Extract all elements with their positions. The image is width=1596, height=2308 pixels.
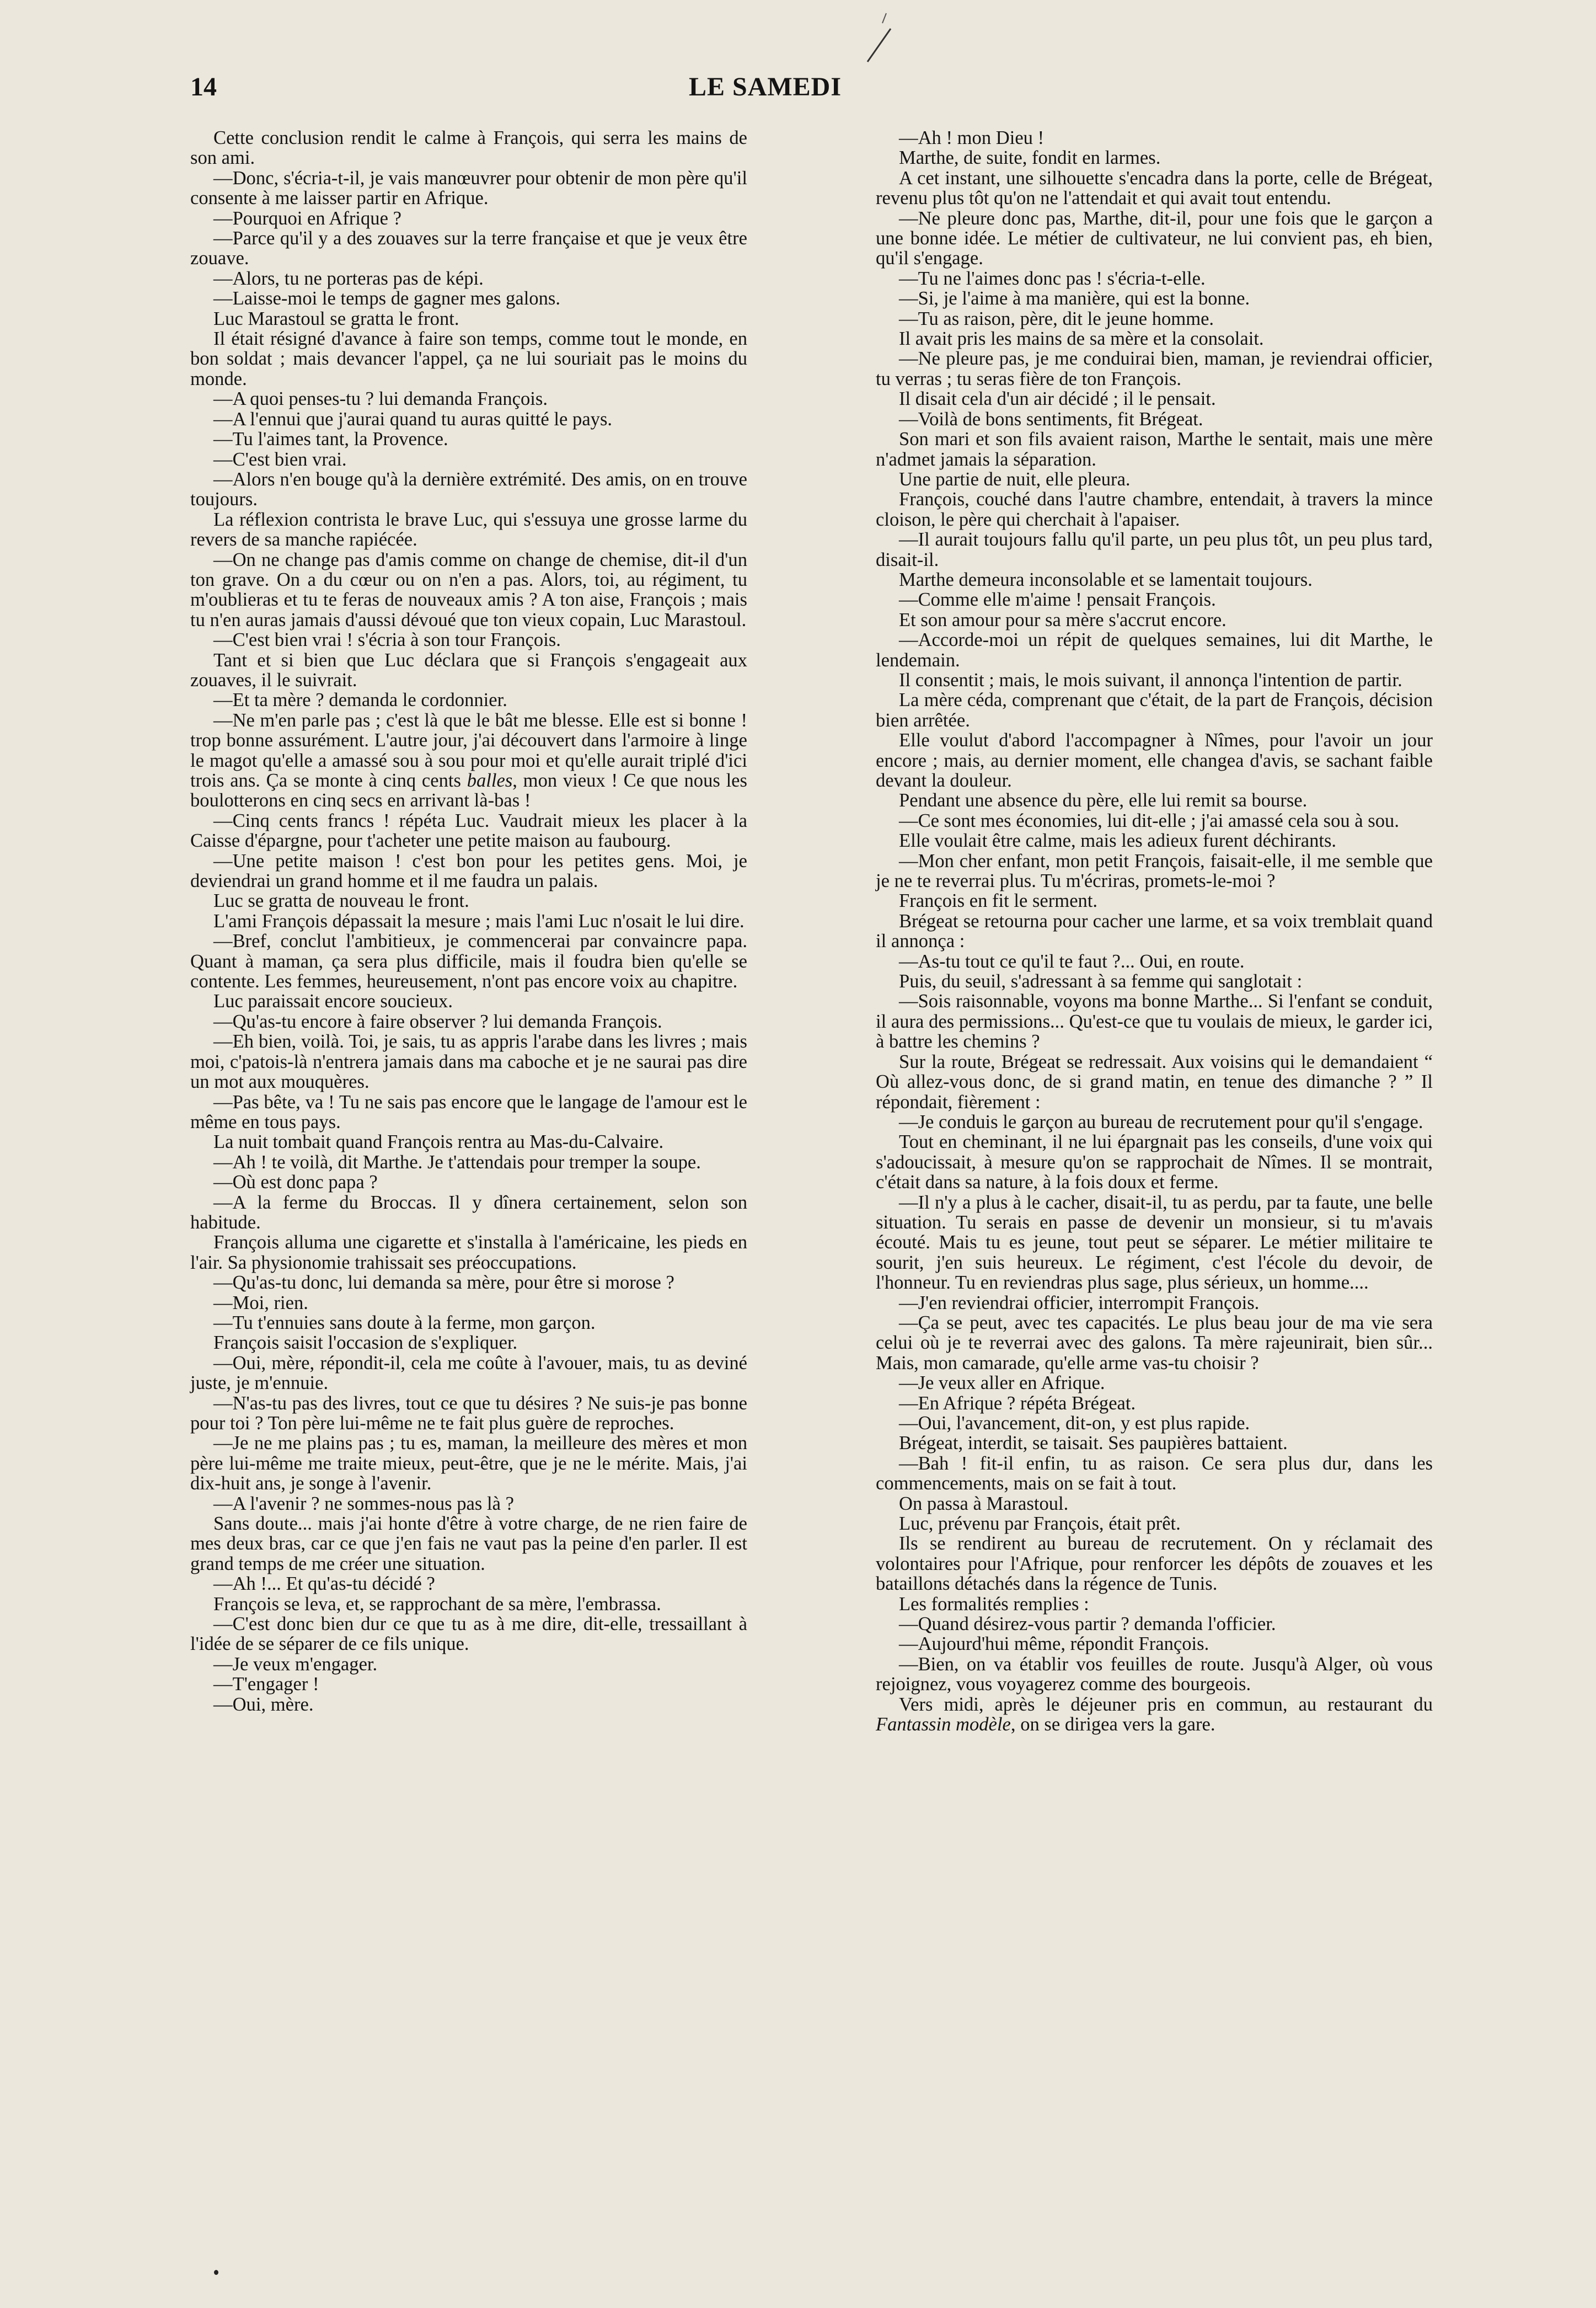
paragraph: Tout en cheminant, il ne lui épargnait pas les conseils, d'une voix qui s'adoucissait, à mesure qu'on se rapprochait de Nîmes. Il se montrait, c'était dans sa nature, à la fois doux et ferme. [876, 1131, 1433, 1193]
paragraph: Elle voulait être calme, mais les adieux furent déchirants. [899, 830, 1337, 852]
paragraph: —T'engager ! [213, 1674, 319, 1695]
paragraph: Elle voulut d'abord l'accompagner à Nîmes, pour l'avoir un jour encore ; mais, au dernier moment, elle changea d'avis, se sachant faible devant la douleur. [876, 730, 1433, 791]
paragraph: —Une petite maison ! c'est bon pour les petites gens. Moi, je deviendrai un grand homme et il me faudra un palais. [190, 850, 747, 892]
paragraph: —Accorde-moi un répit de quelques semaines, lui dit Marthe, le lendemain. [876, 629, 1433, 671]
paragraph: Il avait pris les mains de sa mère et la consolait. [899, 328, 1264, 350]
paragraph: —C'est donc bien dur ce que tu as à me dire, dit-elle, tressaillant à l'idée de se séparer de ce fils unique. [190, 1614, 747, 1655]
journal-title: LE SAMEDI [688, 72, 842, 101]
paragraph: —Tu l'aimes tant, la Provence. [213, 429, 448, 450]
paragraph: La réflexion contrista le brave Luc, qui s'essuya une grosse larme du revers de sa manche rapiécée. [190, 509, 747, 551]
paragraph: —Ça se peut, avec tes capacités. Le plus beau jour de ma vie sera celui où je te reverrai avec des galons. Ta mère rajeunirait, bien sûr... Mais, mon camarade, qu'elle arme vas-tu choisir ? [876, 1312, 1433, 1374]
paragraph: —Je ne me plains pas ; tu es, maman, la meilleure des mères et mon père lui-même me traite mieux, peut-être, que je ne le mérite. Mais, j'ai dix-huit ans, je songe à l'avenir. [190, 1433, 747, 1494]
paragraph: Puis, du seuil, s'adressant à sa femme qui sanglotait : [899, 971, 1303, 992]
paragraph: —Bien, on va établir vos feuilles de route. Jusqu'à Alger, où vous rejoignez, vous voyagerez comme des bourgeois. [876, 1653, 1433, 1695]
paragraph: —Si, je l'aime à ma manière, qui est la bonne. [899, 288, 1250, 309]
paragraph: —Je conduis le garçon au bureau de recrutement pour qu'il s'engage. [899, 1111, 1423, 1132]
paragraph: Cette conclusion rendit le calme à François, qui serra les mains de son ami. [190, 127, 747, 169]
paragraph: —Où est donc papa ? [213, 1172, 378, 1193]
paragraph: —A quoi penses-tu ? lui demanda François. [213, 388, 548, 410]
paragraph: L'ami François dépassait la mesure ; mais l'ami Luc n'osait le lui dire. [213, 910, 745, 932]
paragraph: Luc Marastoul se gratta le front. [213, 308, 459, 329]
paragraph: François, couché dans l'autre chambre, entendait, à travers la mince cloison, le père qui cherchait à l'apaiser. [876, 489, 1433, 530]
paragraph: François se leva, et, se rapprochant de sa mère, l'embrassa. [213, 1593, 661, 1615]
paragraph: —Je veux m'engager. [213, 1653, 378, 1675]
paragraph: —Tu t'ennuies sans doute à la ferme, mon garçon. [213, 1312, 596, 1333]
paragraph: —Oui, mère. [213, 1693, 314, 1715]
paragraph: —Comme elle m'aime ! pensait François. [899, 589, 1216, 611]
ink-dot [214, 2270, 218, 2275]
paragraph: Brégeat se retourna pour cacher une larme, et sa voix tremblait quand il annonça : [876, 910, 1433, 952]
paragraph: —A l'avenir ? ne sommes-nous pas là ? [213, 1493, 514, 1514]
paragraph: —Ne m'en parle pas ; c'est là que le bât me blesse. Elle est si bonne ! trop bonne assurément. L'autre jour, j'ai découvert dans l'armoire à linge le magot qu'elle a amassé sou à sou pour moi et qu'elle aurait triplé d'ici trois ans. Ça se monte à cinq cents balles, mon vieux ! Ce que nous les boulotterons en cinq secs en arrivant là-bas ! [190, 709, 747, 811]
paragraph: —Laisse-moi le temps de gagner mes galons. [213, 288, 560, 309]
paragraph: Ils se rendirent au bureau de recrutement. On y réclamait des volontaires pour l'Afrique, pour renforcer les dépôts de zouaves et les bataillons détachés dans la régence de Tunis. [876, 1533, 1433, 1595]
paragraph: —As-tu tout ce qu'il te faut ?... Oui, en route. [899, 950, 1245, 972]
paragraph: —Ne pleure donc pas, Marthe, dit-il, pour une fois que le garçon a une bonne idée. Le métier de cultivateur, ne lui convient pas, eh bien, qu'il s'engage. [876, 207, 1433, 269]
paragraph: —Mon cher enfant, mon petit François, faisait-elle, il me semble que je ne te reverrai plus. Tu m'écriras, promets-le-moi ? [876, 850, 1433, 892]
paragraph: Luc se gratta de nouveau le front. [213, 890, 469, 912]
paragraph: Il disait cela d'un air décidé ; il le pensait. [899, 388, 1216, 410]
paragraph: Une partie de nuit, elle pleura. [899, 468, 1131, 490]
paragraph: —Je veux aller en Afrique. [899, 1372, 1105, 1394]
paragraph: —A la ferme du Broccas. Il y dînera certainement, selon son habitude. [190, 1192, 747, 1233]
paragraph: —A l'ennui que j'aurai quand tu auras quitté le pays. [213, 408, 613, 430]
paragraph: Sans doute... mais j'ai honte d'être à votre charge, de ne rien faire de mes deux bras, car ce que j'en fais ne vaut pas la peine d'en parler. Il est grand temps de me créer une situation. [190, 1513, 747, 1574]
paragraph: La nuit tombait quand François rentra au Mas-du-Calvaire. [213, 1131, 664, 1153]
paragraph: —N'as-tu pas des livres, tout ce que tu désires ? Ne suis-je pas bonne pour toi ? Ton père lui-même ne te fait plus guère de reproches. [190, 1392, 747, 1434]
paragraph: —Et ta mère ? demanda le cordonnier. [213, 690, 507, 711]
paragraph: —Il aurait toujours fallu qu'il parte, un peu plus tôt, un peu plus tard, disait-il. [876, 529, 1433, 570]
paragraph: —Ah !... Et qu'as-tu décidé ? [213, 1573, 435, 1595]
paragraph: —Pourquoi en Afrique ? [213, 207, 401, 229]
left-text-column [190, 128, 747, 1714]
paragraph: Tant et si bien que Luc déclara que si François s'engageait aux zouaves, il le suivrait. [190, 649, 747, 691]
paragraph: Sur la route, Brégeat se redressait. Aux voisins qui le demandaient “ Où allez-vous donc, de si grand matin, en tenue des dimanche ? ” Il répondait, fièrement : [876, 1051, 1433, 1113]
paragraph: Marthe demeura inconsolable et se lamentait toujours. [899, 569, 1313, 590]
paragraph: —J'en reviendrai officier, interrompit François. [899, 1292, 1260, 1313]
paragraph: —Tu ne l'aimes donc pas ! s'écria-t-elle. [899, 268, 1206, 289]
paragraph: Les formalités remplies : [899, 1593, 1089, 1615]
paragraph: —C'est bien vrai ! s'écria à son tour François. [213, 629, 561, 651]
paragraph: —Qu'as-tu encore à faire observer ? lui demanda François. [213, 1011, 662, 1032]
paragraph: Luc paraissait encore soucieux. [213, 991, 453, 1012]
paragraph: —Quand désirez-vous partir ? demanda l'officier. [899, 1614, 1276, 1635]
paragraph: —Qu'as-tu donc, lui demanda sa mère, pour être si morose ? [213, 1272, 674, 1294]
paragraph: —Voilà de bons sentiments, fit Brégeat. [899, 408, 1203, 430]
paragraph: —Oui, mère, répondit-il, cela me coûte à l'avouer, mais, tu as deviné juste, je m'ennuie. [190, 1352, 747, 1394]
paragraph: A cet instant, une silhouette s'encadra dans la porte, celle de Brégeat, revenu plus tôt qu'on ne l'attendait et qui avait tout entendu. [876, 167, 1433, 209]
paragraph: —Tu as raison, père, dit le jeune homme. [899, 308, 1214, 329]
ink-mark-icon [852, 7, 913, 67]
paragraph: Il consentit ; mais, le mois suivant, il annonça l'intention de partir. [899, 669, 1402, 691]
paragraph: Son mari et son fils avaient raison, Marthe le sentait, mais une mère n'admet jamais la séparation. [876, 429, 1433, 470]
paragraph: —Ah ! te voilà, dit Marthe. Je t'attendais pour tremper la soupe. [213, 1151, 701, 1173]
paragraph: —Alors n'en bouge qu'à la dernière extrémité. Des amis, on en trouve toujours. [190, 468, 747, 510]
paragraph: —Alors, tu ne porteras pas de képi. [213, 268, 484, 289]
paragraph: —Cinq cents francs ! répéta Luc. Vaudrait mieux les placer à la Caisse d'épargne, pour t'acheter une petite maison au faubourg. [190, 810, 747, 852]
paragraph: François saisit l'occasion de s'expliquer. [213, 1332, 518, 1354]
paragraph: Pendant une absence du père, elle lui remit sa bourse. [899, 790, 1308, 811]
paragraph: —En Afrique ? répéta Brégeat. [899, 1392, 1136, 1414]
paragraph: —Eh bien, voilà. Toi, je sais, tu as appris l'arabe dans les livres ; mais moi, c'patois-là n'entrera jamais dans ma caboche et je ne saurai pas dire un mot aux mouquères. [190, 1031, 747, 1093]
paragraph: —Sois raisonnable, voyons ma bonne Marthe... Si l'enfant se conduit, il aura des permissions... Qu'est-ce que tu voulais de mieux, le garder ici, à battre les chemins ? [876, 991, 1433, 1053]
paragraph: —Donc, s'écria-t-il, je vais manœuvrer pour obtenir de mon père qu'il consente à me laisser partir en Afrique. [190, 167, 747, 209]
paragraph: —Ne pleure pas, je me conduirai bien, maman, je reviendrai officier, tu verras ; tu seras fière de ton François. [876, 348, 1433, 389]
paragraph: —Bah ! fit-il enfin, tu as raison. Ce sera plus dur, dans les commencements, mais on se fait à tout. [876, 1452, 1433, 1494]
paragraph: Vers midi, après le déjeuner pris en commun, au restaurant du Fantassin modèle, on se dirigea vers la gare. [876, 1693, 1433, 1735]
paragraph: Marthe, de suite, fondit en larmes. [899, 147, 1161, 169]
paragraph: —Moi, rien. [213, 1292, 308, 1313]
paragraph: Et son amour pour sa mère s'accrut encore. [899, 609, 1227, 631]
paragraph: Luc, prévenu par François, était prêt. [899, 1513, 1181, 1535]
paragraph: —Ah ! mon Dieu ! [899, 127, 1045, 148]
paragraph: —Ce sont mes économies, lui dit-elle ; j'ai amassé cela sou à sou. [899, 810, 1399, 831]
paragraph: —Il n'y a plus à le cacher, disait-il, tu as perdu, par ta faute, une belle situation. Tu serais en passe de devenir un monsieur, si tu m'avais écouté. Mais tu es jeune, tout peut se séparer. Le métier militaire te sourit, j'en suis heureux. Le régiment, c'est l'école du devoir, de l'honneur. Tu en reviendras plus sage, plus sérieux, un homme.... [876, 1192, 1433, 1294]
paragraph: Il était résigné d'avance à faire son temps, comme tout le monde, en bon soldat ; mais devancer l'appel, ça ne lui souriait pas le moins du monde. [190, 328, 747, 389]
paragraph: François en fit le serment. [899, 890, 1098, 912]
paragraph: —Parce qu'il y a des zouaves sur la terre française et que je veux être zouave. [190, 228, 747, 269]
paragraph: —On ne change pas d'amis comme on change de chemise, dit-il d'un ton grave. On a du cœur ou on n'en a pas. Alors, toi, au régiment, tu m'oublieras et tu te feras de nouveaux amis ? A ton aise, François ; mais tu n'en auras jamais d'aussi dévoué que ton vieux copain, Luc Marastoul. [190, 549, 747, 631]
paragraph: —Bref, conclut l'ambitieux, je commencerai par convaincre papa. Quant à maman, ça sera plus difficile, mais il foudra bien qu'elle se contente. Les femmes, heureusement, n'ont pas encore voix au chapitre. [190, 931, 747, 992]
paragraph: François alluma une cigarette et s'installa à l'américaine, les pieds en l'air. Sa physionomie trahissait ses préoccupations. [190, 1232, 747, 1273]
paragraph: On passa à Marastoul. [899, 1493, 1069, 1514]
paragraph: La mère céda, comprenant que c'était, de la part de François, décision bien arrêtée. [876, 690, 1433, 731]
paragraph: —Pas bête, va ! Tu ne sais pas encore que le langage de l'amour est le même en tous pays. [190, 1091, 747, 1132]
paragraph: Brégeat, interdit, se taisait. Ses paupières battaient. [899, 1433, 1288, 1454]
paragraph: —Aujourd'hui même, répondit François. [899, 1633, 1209, 1655]
right-text-column [876, 128, 1433, 1735]
paragraph: —Oui, l'avancement, dit-on, y est plus rapide. [899, 1413, 1250, 1434]
page-header [190, 72, 1340, 116]
paragraph: —C'est bien vrai. [213, 448, 347, 470]
page-number: 14 [190, 72, 217, 101]
